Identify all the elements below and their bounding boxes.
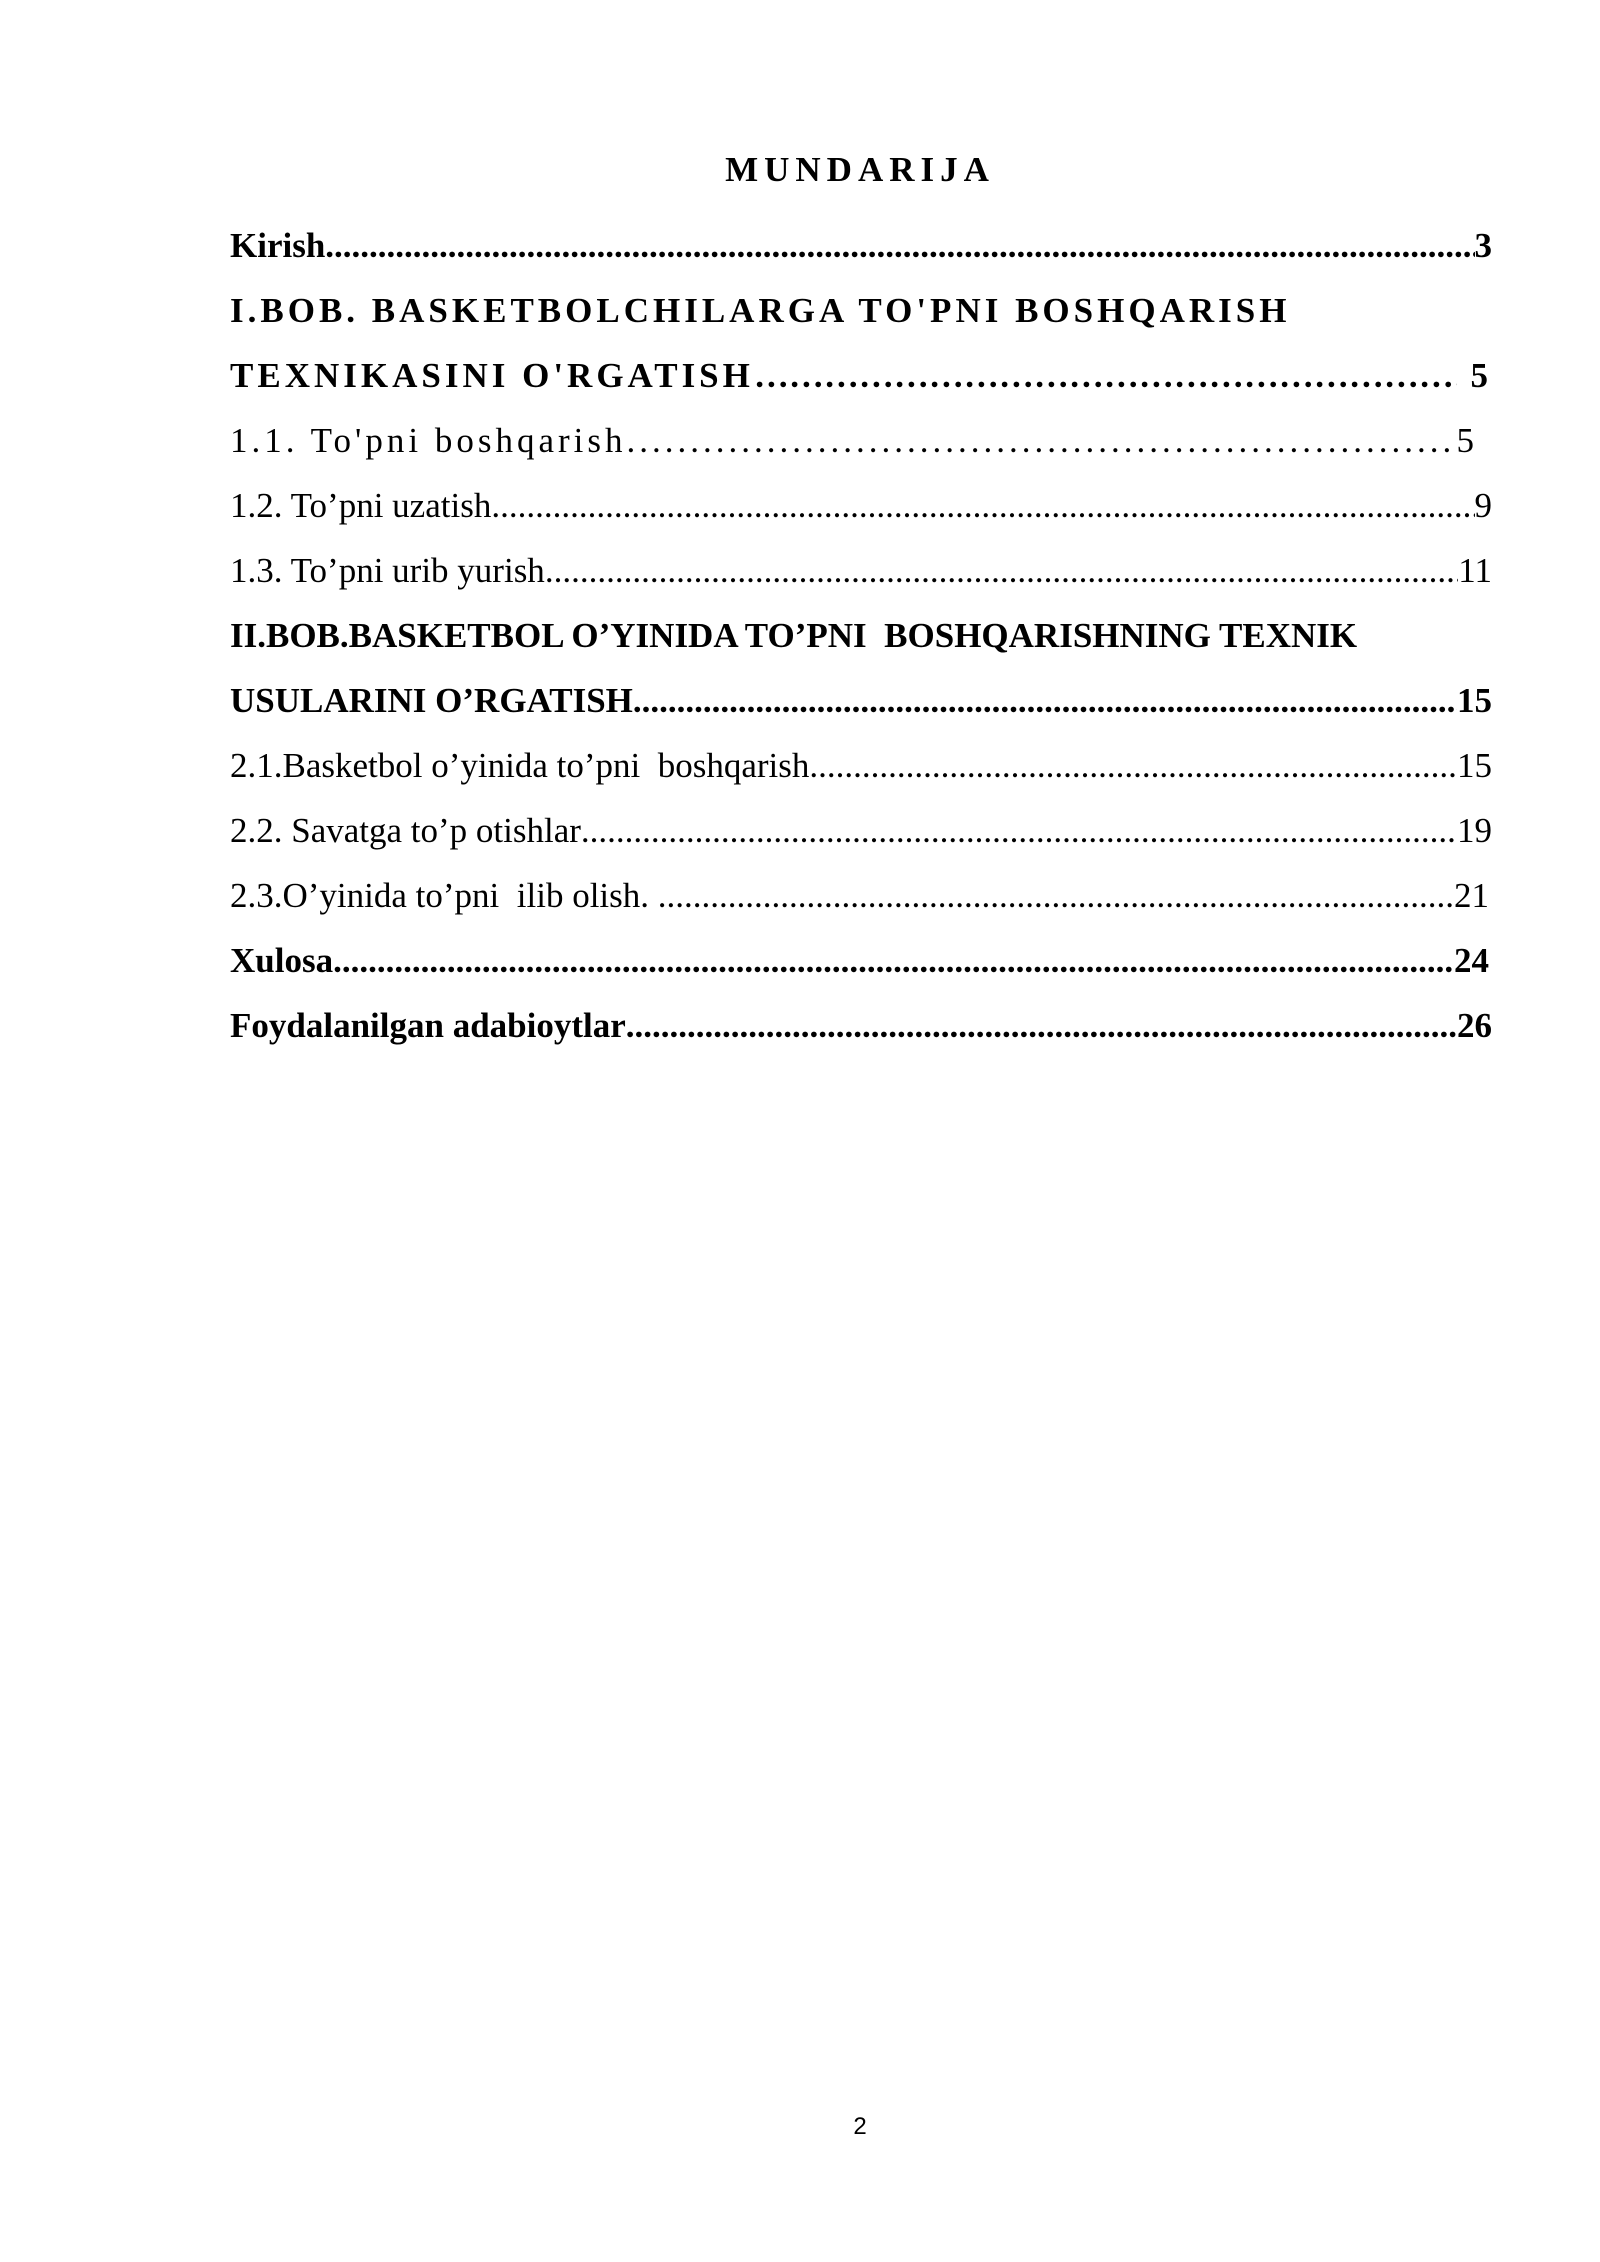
toc-entry-page: 24 (1454, 940, 1489, 980)
toc-entry-label: 1.1. To'pni boshqarish (230, 420, 627, 460)
toc-entry-label: 2.1.Basketbol o’yinida to’pni boshqarish (230, 745, 810, 785)
toc-entry-page: 21 (1454, 875, 1489, 915)
dot-leader (809, 745, 1457, 787)
dot-leader (325, 225, 1474, 267)
toc-entry-xulosa[interactable] (230, 928, 1492, 993)
toc-entry-label: 1.2. To’pni uzatish (230, 485, 492, 525)
toc-entry-label: Xulosa (230, 940, 334, 980)
toc-entry-label: II.BOB.BASKETBOL O’YINIDA TO’PNI BOSHQARISHNING TEXNIK (230, 615, 1358, 655)
toc-entry-page: 15 (1457, 745, 1492, 785)
dot-leader (658, 875, 1454, 917)
dot-leader (581, 810, 1457, 852)
toc-entry-1-3[interactable] (230, 538, 1492, 603)
toc-entry-chapter-2-line-1[interactable] (230, 603, 1492, 668)
table-of-contents (230, 213, 1492, 1058)
toc-entry-2-1[interactable] (230, 733, 1492, 798)
dot-leader (333, 940, 1454, 982)
toc-entry-page: 5 (1470, 355, 1492, 395)
toc-entry-chapter-1-line-2[interactable] (230, 343, 1492, 408)
dot-leader (754, 355, 1457, 397)
toc-entry-2-2[interactable] (230, 798, 1492, 863)
toc-entry-page: 3 (1474, 225, 1492, 265)
toc-entry-1-2[interactable] (230, 473, 1492, 538)
toc-entry-page: 19 (1457, 810, 1492, 850)
toc-entry-1-1[interactable] (230, 408, 1492, 473)
toc-entry-label: 2.2. Savatga to’p otishlar (230, 810, 581, 850)
toc-entry-kirish[interactable] (230, 213, 1492, 278)
toc-entry-label: 1.3. To’pni urib yurish (230, 550, 545, 590)
toc-entry-label: TEXNIKASINI O'RGATISH (230, 355, 754, 395)
page-number-footer: 2 (853, 2113, 867, 2140)
toc-entry-page: 15 (1457, 680, 1492, 720)
toc-entry-label: 2.3.O’yinida to’pni ilib olish. (230, 875, 658, 915)
dot-leader (491, 485, 1474, 527)
toc-entry-label: Foydalanilgan adabioytlar (230, 1005, 626, 1045)
dot-leader (545, 550, 1458, 592)
toc-entry-page: 5 (1456, 420, 1478, 460)
toc-entry-page: 9 (1474, 485, 1492, 525)
toc-entry-2-3[interactable] (230, 863, 1492, 928)
toc-title: MUNDARIJA (725, 150, 995, 189)
toc-entry-page: 26 (1457, 1005, 1492, 1045)
dot-leader (627, 420, 1457, 462)
toc-entry-page: 11 (1458, 550, 1492, 590)
toc-entry-chapter-2-line-2[interactable] (230, 668, 1492, 733)
dot-leader (633, 680, 1457, 722)
toc-entry-label: I.BOB. BASKETBOLCHILARGA TO'PNI BOSHQARISH (230, 290, 1291, 330)
dot-leader (626, 1005, 1457, 1047)
toc-entry-label: Kirish (230, 225, 326, 265)
toc-entry-adabiyotlar[interactable] (230, 993, 1492, 1058)
toc-entry-label: USULARINI O’RGATISH (230, 680, 633, 720)
toc-entry-chapter-1-line-1[interactable] (230, 278, 1492, 343)
